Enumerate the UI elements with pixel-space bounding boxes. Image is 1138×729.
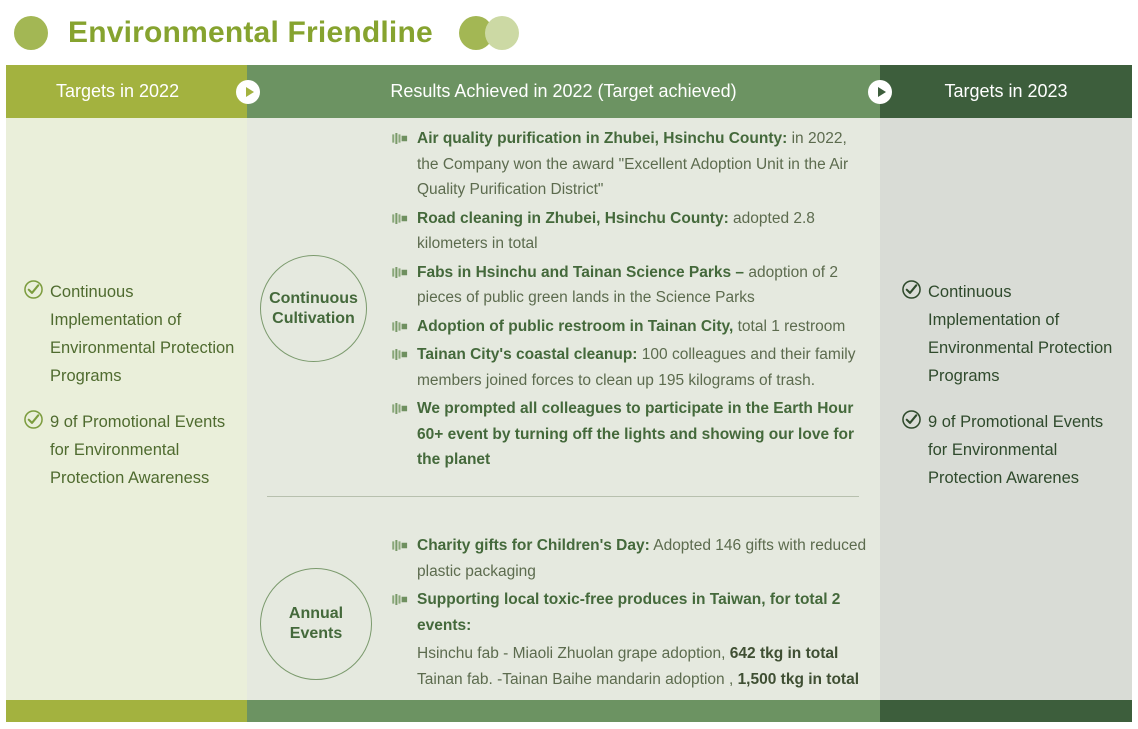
continuous-cultivation-bullets <box>392 126 872 476</box>
check-circle-icon <box>24 410 43 429</box>
group-label-annual-events: Annual Events <box>260 568 372 680</box>
arrow-right-icon-1 <box>236 80 260 104</box>
bullet-lead: Fabs in Hsinchu and Tainan Science Parks – <box>417 263 745 281</box>
bullet-marker-icon <box>392 540 409 551</box>
bullet-marker-icon <box>392 403 409 414</box>
list-item <box>392 126 872 203</box>
column-results-2022 <box>247 118 880 700</box>
sub-line-value: 642 tkg in total <box>729 645 839 662</box>
bullet-lead: Air quality purification in Zhubei, Hsinchu County: <box>417 130 788 147</box>
list-item <box>392 587 872 638</box>
header-targets-2022: Targets in 2022 <box>6 65 247 118</box>
bullet-rest: in 2022, the Company won the award "Excellent Adoption Unit in the Air Quality Purification District" <box>417 130 849 198</box>
bullet-marker-icon <box>392 321 409 332</box>
target-text: 9 of Promotional Events for Environmental Protection Awareness <box>50 413 226 487</box>
sub-line-text: Tainan fab. -Tainan Baihe mandarin adoption , <box>417 670 738 688</box>
check-circle-icon <box>902 410 921 429</box>
list-item <box>24 278 239 390</box>
sub-line-value: 1,500 tkg in total <box>737 670 860 688</box>
title-decoration <box>459 16 519 50</box>
bullet-lead: Tainan City's coastal cleanup: <box>417 346 638 363</box>
target-text: Continuous Implementation of Environmental Protection Programs <box>50 283 235 385</box>
bullet-lead: Supporting local toxic-free produces in Taiwan, for total 2 events: <box>417 591 841 634</box>
list-item <box>392 342 872 393</box>
page-title: Environmental Friendline <box>68 15 433 49</box>
bullet-lead: Road cleaning in Zhubei, Hsinchu County: <box>417 209 729 227</box>
header-results-2022: Results Achieved in 2022 (Target achieved) <box>247 65 880 118</box>
bullet-rest: total 1 restroom <box>733 317 846 335</box>
check-circle-icon <box>902 280 921 299</box>
sub-line <box>392 641 872 667</box>
list-item <box>24 408 239 492</box>
targets-2023-list <box>902 278 1117 510</box>
bullet-lead: Charity gifts for Children's Day: <box>417 537 650 554</box>
bullet-rest: adopted 2.8 kilometers in total <box>417 209 815 252</box>
footer-bar-left <box>6 700 247 722</box>
list-item <box>392 396 872 473</box>
column-targets-2022 <box>6 118 247 700</box>
sub-line <box>392 667 872 693</box>
sub-line-text: Hsinchu fab - Miaoli Zhuolan grape adoption, <box>417 645 730 662</box>
bullet-lead: Adoption of public restroom in Tainan City, <box>417 317 734 335</box>
decorative-circle-light-icon <box>485 16 519 50</box>
footer-bar-middle <box>247 700 880 722</box>
bullet-marker-icon <box>392 349 409 360</box>
target-text: Continuous Implementation of Environmental Protection Programs <box>928 283 1113 385</box>
group-label-continuous-cultivation: Continuous Cultivation <box>260 255 367 362</box>
target-text: 9 of Promotional Events for Environmental Protection Awarenes <box>928 413 1104 487</box>
column-targets-2023 <box>880 118 1132 700</box>
header-targets-2023: Targets in 2023 <box>880 65 1132 118</box>
bullet-marker-icon <box>392 213 409 224</box>
bullet-rest: 100 colleagues and their family members joined forces to clean up 195 kilograms of trash. <box>417 346 856 389</box>
page-title-bar <box>0 0 1138 65</box>
bullet-marker-icon <box>392 594 409 605</box>
list-item <box>392 314 872 340</box>
check-circle-icon <box>24 280 43 299</box>
bullet-marker-icon <box>392 133 409 144</box>
column-headers <box>0 65 1138 118</box>
bullet-rest: adoption of 2 pieces of public green lands in the Science Parks <box>417 263 838 306</box>
list-item <box>392 206 872 257</box>
bullet-lead: We prompted all colleagues to participate in the Earth Hour 60+ event by turning off the lights and showing our love for the planet <box>417 400 855 468</box>
list-item <box>392 260 872 311</box>
list-item <box>392 533 872 584</box>
list-item <box>902 408 1117 492</box>
title-dot-icon <box>14 16 48 50</box>
list-item <box>902 278 1117 390</box>
footer-bar-right <box>880 700 1132 722</box>
bullet-rest: Adopted 146 gifts with reduced plastic packaging <box>417 537 867 580</box>
section-divider <box>267 496 859 497</box>
targets-2022-list <box>24 278 239 510</box>
annual-events-bullets <box>392 533 872 692</box>
bullet-marker-icon <box>392 267 409 278</box>
arrow-right-icon-2 <box>868 80 892 104</box>
